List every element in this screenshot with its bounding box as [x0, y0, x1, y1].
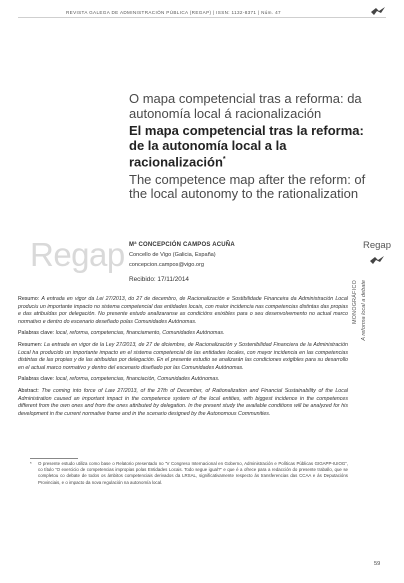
section-label	[352, 280, 380, 360]
title-galician: O mapa competencial tras a reforma: da autonomía local á racionalización	[129, 91, 362, 121]
bird-icon	[369, 255, 385, 266]
author-name: Mª CONCEPCIÓN CAMPOS ACUÑA	[129, 242, 235, 248]
title-spanish	[129, 124, 369, 170]
received-date: Recibido: 17/11/2014	[129, 276, 189, 283]
side-logo	[360, 240, 394, 266]
page-number: 59	[374, 561, 381, 567]
journal-header: REVISTA GALEGA DE ADMINISTRACIÓN PÚBLICA (REGAP) | ISSN: 1132-8371 | Núm. 47	[66, 10, 281, 15]
side-logo-text: Regap	[363, 240, 391, 251]
resumo-label: Resumo:	[18, 296, 40, 302]
resumen-paragraph	[18, 342, 348, 372]
regap-watermark-logo: Regap	[30, 236, 125, 273]
palabras-clave-text: local, reforma, competencias, financiación, Comunidades Autónomas.	[55, 376, 220, 383]
palabras-chave-text: local, reforma, competencias, financiamento, Comunidades Autónomas.	[55, 330, 225, 337]
author-block	[129, 240, 329, 285]
abstract-label: Abstract:	[18, 387, 39, 394]
abstract-paragraph	[18, 388, 348, 418]
palabras-chave-label: Palabras clave:	[18, 330, 55, 337]
footnote-rule	[30, 458, 78, 459]
title-block	[129, 92, 369, 202]
header-rule	[18, 17, 386, 18]
title-footnote-mark: *	[222, 156, 226, 163]
bird-logo-icon	[370, 6, 386, 17]
author-email[interactable]: concepcion.campos@vigo.org	[129, 262, 205, 268]
title-english: The competence map after the reform: of the local autonomy to the rationalization	[129, 171, 366, 202]
resumo-text: A entrada en vigor da Lei 27/2013, do 27 de decembro, de Racionalización e Sostibilidade Financeira da Administración Local produciu un importante impacto no sistema competencial das entidades locais, con maior incidencia nas competencias distintas das propias e das atribuídas por delegación. No presente estudo analizaranse as condicións esixibles para o seu desenvolvemento no actual marco normativo e dentro do escenario deseñado polas Comunidades Autónomas.	[18, 296, 348, 325]
resumen-text: La entrada en vigor de la Ley 27/2013, de 27 de diciembre, de Racionalización y Sostenibilidad Financiera de la Administración Local ha producido un importante impacto en el sistema competencial de las entidades locales, con mayor incidencia en las competencias distintas de las propias y de las atribuidas por delegación. En el presente estudio se analizarán las condiciones exigibles para su desarrollo en el actual marco normativo y dentro del escenario diseñado por las Comunidades Autónomas.	[18, 341, 348, 371]
footnote-text: O presente estudo utiliza como base o Relatorio presentado no “V Congreso Internacional en Goberno, Administración e Políticas Públicas GIGAPP-IUIOG”, co título “O exercicio de competencias impropias polas Entidades Locais. Todo segue igual?” e que é a ofrece para a redacción do presente traballo, que se completou co debate de todos os ámbitos competenciais derivados da LRSAL, significativamente respecto ás transferencias das CCAA e ás Deputacións Provinciais, e o impacto da nova regulación na autonomía local.	[38, 461, 348, 485]
footnote-mark: *	[30, 461, 32, 466]
abstract-text: The coming into force of Law 27/2013, of the 27th of December, of Rationalization and Financial Sustainability of the Local Administration caused an important impact in the competence system of the local entities, with biggest incidence in the competences different from the own ones and from the ones attributed by delegation. In the present study the available conditions will be analyzed for his development in the current normative frame and in the scenario designed by the Autonomous Communities.	[18, 387, 348, 417]
author-affiliation: Concello de Vigo (Galicia, España)	[129, 252, 216, 258]
palabras-chave-paragraph	[18, 330, 348, 338]
resumen-label: Resumen:	[18, 341, 43, 348]
footnote	[30, 461, 348, 486]
section-monografico: MONOGRÁFICO	[352, 280, 358, 324]
abstracts-block	[18, 296, 348, 422]
resumo-paragraph	[18, 296, 348, 326]
palabras-clave-paragraph	[18, 376, 348, 384]
palabras-clave-label: Palabras clave:	[18, 376, 55, 383]
section-subtitle: A reforma local a debate	[361, 280, 367, 341]
title-spanish-text: El mapa competencial tras la reforma: de la autonomía local a la racionalización	[129, 123, 364, 170]
